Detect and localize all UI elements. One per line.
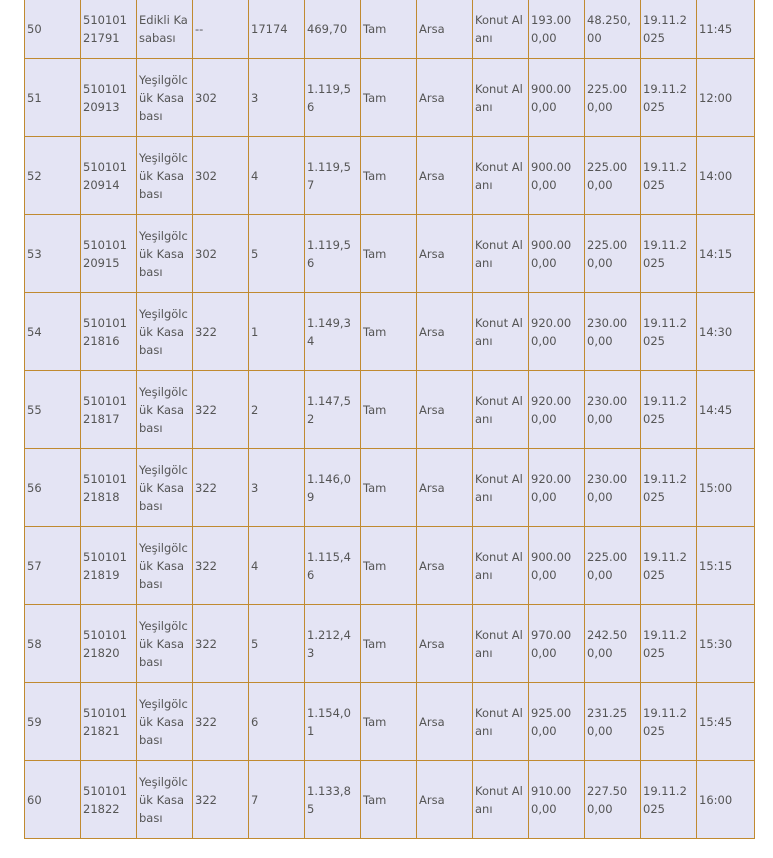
table-row: [25, 761, 755, 839]
date-cell: 19.11.2025: [641, 371, 697, 449]
lot-cell: 4: [249, 527, 305, 605]
lot-cell: 7: [249, 761, 305, 839]
time-cell: 15:15: [697, 527, 755, 605]
property-type-cell: Arsa: [417, 215, 473, 293]
zoning-cell: Konut Alanı: [473, 137, 529, 215]
deposit-cell: 48.250,00: [585, 0, 641, 59]
location-cell: Yeşilgölcük Kasabası: [137, 59, 193, 137]
property-type-cell: Arsa: [417, 605, 473, 683]
location-cell: Yeşilgölcük Kasabası: [137, 683, 193, 761]
deposit-cell: 225.000,00: [585, 527, 641, 605]
lot-cell: 5: [249, 605, 305, 683]
date-cell: 19.11.2025: [641, 449, 697, 527]
parcel-id-cell: 51010121820: [81, 605, 137, 683]
lot-cell: 3: [249, 449, 305, 527]
share-cell: Tam: [361, 761, 417, 839]
area-cell: 469,70: [305, 0, 361, 59]
area-cell: 1.154,01: [305, 683, 361, 761]
table-row: [25, 137, 755, 215]
deposit-cell: 225.000,00: [585, 59, 641, 137]
table-row: [25, 605, 755, 683]
lot-cell: 5: [249, 215, 305, 293]
zoning-cell: Konut Alanı: [473, 527, 529, 605]
deposit-cell: 225.000,00: [585, 137, 641, 215]
block-cell: 302: [193, 215, 249, 293]
lot-cell: 2: [249, 371, 305, 449]
block-cell: --: [193, 0, 249, 59]
share-cell: Tam: [361, 527, 417, 605]
zoning-cell: Konut Alanı: [473, 605, 529, 683]
area-cell: 1.212,43: [305, 605, 361, 683]
table-body: [25, 0, 755, 839]
lot-cell: 1: [249, 293, 305, 371]
deposit-cell: 230.000,00: [585, 371, 641, 449]
property-type-cell: Arsa: [417, 137, 473, 215]
location-cell: Yeşilgölcük Kasabası: [137, 371, 193, 449]
location-cell: Yeşilgölcük Kasabası: [137, 761, 193, 839]
location-cell: Yeşilgölcük Kasabası: [137, 137, 193, 215]
date-cell: 19.11.2025: [641, 761, 697, 839]
time-cell: 15:45: [697, 683, 755, 761]
estimated-value-cell: 900.000,00: [529, 215, 585, 293]
block-cell: 322: [193, 293, 249, 371]
parcel-id-cell: 51010121817: [81, 371, 137, 449]
parcel-id-cell: 51010120915: [81, 215, 137, 293]
estimated-value-cell: 900.000,00: [529, 59, 585, 137]
row-number-cell: 57: [25, 527, 81, 605]
table-row: [25, 527, 755, 605]
parcel-id-cell: 51010121818: [81, 449, 137, 527]
parcel-id-cell: 51010120913: [81, 59, 137, 137]
auction-table-container: [24, 0, 754, 839]
share-cell: Tam: [361, 0, 417, 59]
zoning-cell: Konut Alanı: [473, 293, 529, 371]
block-cell: 322: [193, 527, 249, 605]
estimated-value-cell: 920.000,00: [529, 449, 585, 527]
table-row: [25, 683, 755, 761]
area-cell: 1.147,52: [305, 371, 361, 449]
area-cell: 1.133,85: [305, 761, 361, 839]
zoning-cell: Konut Alanı: [473, 215, 529, 293]
row-number-cell: 55: [25, 371, 81, 449]
date-cell: 19.11.2025: [641, 527, 697, 605]
time-cell: 16:00: [697, 761, 755, 839]
table-row: [25, 215, 755, 293]
date-cell: 19.11.2025: [641, 605, 697, 683]
property-type-cell: Arsa: [417, 371, 473, 449]
area-cell: 1.119,56: [305, 59, 361, 137]
deposit-cell: 227.500,00: [585, 761, 641, 839]
row-number-cell: 53: [25, 215, 81, 293]
time-cell: 15:00: [697, 449, 755, 527]
time-cell: 14:15: [697, 215, 755, 293]
date-cell: 19.11.2025: [641, 137, 697, 215]
parcel-id-cell: 51010121791: [81, 0, 137, 59]
block-cell: 322: [193, 449, 249, 527]
time-cell: 14:00: [697, 137, 755, 215]
row-number-cell: 52: [25, 137, 81, 215]
property-type-cell: Arsa: [417, 449, 473, 527]
share-cell: Tam: [361, 293, 417, 371]
row-number-cell: 58: [25, 605, 81, 683]
estimated-value-cell: 920.000,00: [529, 371, 585, 449]
share-cell: Tam: [361, 683, 417, 761]
time-cell: 14:45: [697, 371, 755, 449]
share-cell: Tam: [361, 215, 417, 293]
parcel-id-cell: 51010121819: [81, 527, 137, 605]
location-cell: Yeşilgölcük Kasabası: [137, 215, 193, 293]
parcel-id-cell: 51010121822: [81, 761, 137, 839]
deposit-cell: 225.000,00: [585, 215, 641, 293]
zoning-cell: Konut Alanı: [473, 683, 529, 761]
date-cell: 19.11.2025: [641, 0, 697, 59]
area-cell: 1.119,56: [305, 215, 361, 293]
share-cell: Tam: [361, 59, 417, 137]
block-cell: 322: [193, 371, 249, 449]
parcel-id-cell: 51010121816: [81, 293, 137, 371]
row-number-cell: 50: [25, 0, 81, 59]
location-cell: Yeşilgölcük Kasabası: [137, 605, 193, 683]
block-cell: 322: [193, 761, 249, 839]
parcel-id-cell: 51010121821: [81, 683, 137, 761]
deposit-cell: 230.000,00: [585, 449, 641, 527]
time-cell: 14:30: [697, 293, 755, 371]
zoning-cell: Konut Alanı: [473, 0, 529, 59]
table-row: [25, 293, 755, 371]
estimated-value-cell: 900.000,00: [529, 527, 585, 605]
area-cell: 1.119,57: [305, 137, 361, 215]
share-cell: Tam: [361, 605, 417, 683]
property-type-cell: Arsa: [417, 761, 473, 839]
date-cell: 19.11.2025: [641, 215, 697, 293]
zoning-cell: Konut Alanı: [473, 449, 529, 527]
lot-cell: 6: [249, 683, 305, 761]
estimated-value-cell: 925.000,00: [529, 683, 585, 761]
location-cell: Yeşilgölcük Kasabası: [137, 527, 193, 605]
block-cell: 302: [193, 59, 249, 137]
parcel-id-cell: 51010120914: [81, 137, 137, 215]
block-cell: 302: [193, 137, 249, 215]
estimated-value-cell: 193.000,00: [529, 0, 585, 59]
date-cell: 19.11.2025: [641, 59, 697, 137]
share-cell: Tam: [361, 449, 417, 527]
row-number-cell: 51: [25, 59, 81, 137]
time-cell: 11:45: [697, 0, 755, 59]
row-number-cell: 60: [25, 761, 81, 839]
location-cell: Yeşilgölcük Kasabası: [137, 293, 193, 371]
row-number-cell: 59: [25, 683, 81, 761]
row-number-cell: 56: [25, 449, 81, 527]
row-number-cell: 54: [25, 293, 81, 371]
block-cell: 322: [193, 605, 249, 683]
deposit-cell: 230.000,00: [585, 293, 641, 371]
property-type-cell: Arsa: [417, 683, 473, 761]
area-cell: 1.115,46: [305, 527, 361, 605]
time-cell: 15:30: [697, 605, 755, 683]
share-cell: Tam: [361, 371, 417, 449]
area-cell: 1.146,09: [305, 449, 361, 527]
estimated-value-cell: 900.000,00: [529, 137, 585, 215]
block-cell: 322: [193, 683, 249, 761]
lot-cell: 17174: [249, 0, 305, 59]
property-type-cell: Arsa: [417, 527, 473, 605]
time-cell: 12:00: [697, 59, 755, 137]
zoning-cell: Konut Alanı: [473, 761, 529, 839]
date-cell: 19.11.2025: [641, 683, 697, 761]
estimated-value-cell: 970.000,00: [529, 605, 585, 683]
share-cell: Tam: [361, 137, 417, 215]
table-row: [25, 59, 755, 137]
area-cell: 1.149,34: [305, 293, 361, 371]
property-type-cell: Arsa: [417, 293, 473, 371]
estimated-value-cell: 910.000,00: [529, 761, 585, 839]
date-cell: 19.11.2025: [641, 293, 697, 371]
auction-table: [24, 0, 755, 839]
estimated-value-cell: 920.000,00: [529, 293, 585, 371]
property-type-cell: Arsa: [417, 59, 473, 137]
table-row: [25, 371, 755, 449]
lot-cell: 3: [249, 59, 305, 137]
location-cell: Yeşilgölcük Kasabası: [137, 449, 193, 527]
zoning-cell: Konut Alanı: [473, 59, 529, 137]
deposit-cell: 231.250,00: [585, 683, 641, 761]
property-type-cell: Arsa: [417, 0, 473, 59]
location-cell: Edikli Kasabası: [137, 0, 193, 59]
lot-cell: 4: [249, 137, 305, 215]
zoning-cell: Konut Alanı: [473, 371, 529, 449]
table-row: [25, 449, 755, 527]
table-row: [25, 0, 755, 59]
deposit-cell: 242.500,00: [585, 605, 641, 683]
